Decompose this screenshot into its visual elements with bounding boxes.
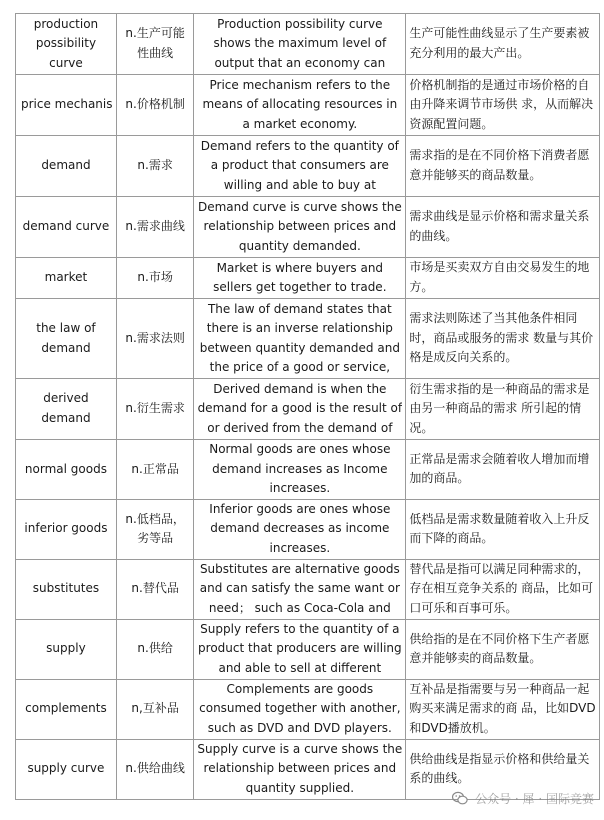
watermark <box>452 790 594 808</box>
table-row <box>16 258 600 299</box>
english-definition: Inferior goods are ones whose demand decreases as income increases. <box>209 501 391 556</box>
table-row <box>16 379 600 440</box>
english-definition: Derived demand is when the demand for a good is the result of or derived from the demand of <box>197 381 403 435</box>
english-definition-cell <box>194 258 406 299</box>
part-of-speech-cell: n.价格机制 <box>116 75 193 136</box>
term-cell: derived demand <box>16 379 117 440</box>
chinese-definition-cell: 生产可能性曲线显示了生产要素被充分利用的最大产出。 <box>406 14 600 75</box>
part-of-speech-cell: n.需求法则 <box>116 299 193 379</box>
table-row <box>16 499 600 559</box>
part-of-speech-cell: n.需求曲线 <box>116 197 193 258</box>
part-of-speech-cell: n.衍生需求 <box>116 379 193 440</box>
term-cell: normal goods <box>16 440 117 500</box>
english-definition: Substitutes are alternative goods and can satisfy the same want or need； such as Coca-Cola and <box>199 561 400 616</box>
table-row <box>16 299 600 379</box>
chinese-definition-cell: 衍生需求指的是一种商品的需求是由另一种商品的需求 所引起的情况。 <box>406 379 600 440</box>
chinese-definition-cell: 供给指的是在不同价格下生产者愿意并能够卖的商品数量。 <box>406 619 600 679</box>
chinese-definition-cell: 需求曲线是显示价格和需求量关系的曲线。 <box>406 197 600 258</box>
english-definition-cell <box>194 499 406 559</box>
english-definition: Supply refers to the quantity of a product that producers are willing and able to sell at different <box>198 621 402 675</box>
english-definition-cell <box>194 559 406 619</box>
english-definition: The law of demand states that there is an inverse relationship between quantity demanded and the price of a good or service, <box>199 301 400 375</box>
part-of-speech-cell: n.替代品 <box>116 559 193 619</box>
part-of-speech-cell: n.低档品，劣等品 <box>116 499 193 559</box>
chinese-definition-cell: 需求法则陈述了当其他条件相同时，商品或服务的需求 数量与其价格是成反向关系的。 <box>406 299 600 379</box>
part-of-speech-cell: n.供给曲线 <box>116 739 193 799</box>
chinese-definition-cell: 价格机制指的是通过市场价格的自由升降来调节市场供 求，从而解决资源配置问题。 <box>406 75 600 136</box>
english-definition-cell <box>194 197 406 258</box>
english-definition-cell <box>194 679 406 739</box>
term-cell: price mechanis <box>16 75 117 136</box>
term-cell: complements <box>16 679 117 739</box>
table-row <box>16 440 600 500</box>
term-cell: demand <box>16 136 117 197</box>
term-cell: inferior goods <box>16 499 117 559</box>
english-definition: Complements are goods consumed together with another, such as DVD and DVD players. <box>199 681 401 736</box>
term-cell: supply <box>16 619 117 679</box>
chinese-definition-cell: 需求指的是在不同价格下消费者愿意并能够买的商品数量。 <box>406 136 600 197</box>
english-definition-cell <box>194 136 406 197</box>
english-definition: Normal goods are ones whose demand increases as Income increases. <box>209 442 391 496</box>
english-definition-cell <box>194 379 406 440</box>
part-of-speech-cell: n.需求 <box>116 136 193 197</box>
part-of-speech-cell: n,互补品 <box>116 679 193 739</box>
part-of-speech-cell: n.供给 <box>116 619 193 679</box>
watermark-text: 公众号 · 犀 · 国际竞赛 <box>475 792 594 806</box>
english-definition: Demand refers to the quantity of a product that consumers are willing and able to buy at <box>200 138 399 192</box>
term-cell: demand curve <box>16 197 117 258</box>
table-row <box>16 136 600 197</box>
part-of-speech-cell: n.正常品 <box>116 440 193 500</box>
english-definition: Supply curve is a curve shows the relationship between prices and quantity supplied. <box>197 741 403 796</box>
table-row <box>16 75 600 136</box>
part-of-speech-cell: n.生产可能性曲线 <box>116 14 193 75</box>
chinese-definition-cell: 正常品是需求会随着收人增加而增加的商品。 <box>406 440 600 500</box>
term-cell: market <box>16 258 117 299</box>
english-definition-cell <box>194 440 406 500</box>
table-row <box>16 619 600 679</box>
chinese-definition-cell: 互补品是指需要与另一种商品一起购买来满足需求的商 品，比如DVD和DVD播放机。 <box>406 679 600 739</box>
english-definition-cell <box>194 619 406 679</box>
term-cell: supply curve <box>16 739 117 799</box>
chinese-definition-cell: 低档品是需求数量随着收入上升反而下降的商品。 <box>406 499 600 559</box>
table-row <box>16 679 600 739</box>
english-definition: Market is where buyers and sellers get together to trade. <box>213 260 387 295</box>
english-definition-cell <box>194 75 406 136</box>
chinese-definition-cell: 替代品是指可以满足同种需求的，存在相互竞争关系的 商品，比如可口可乐和百事可乐。 <box>406 559 600 619</box>
part-of-speech-cell: n.市场 <box>116 258 193 299</box>
glossary-table <box>15 13 600 800</box>
english-definition: Production possibility curve shows the maximum level of output that an economy can <box>213 16 387 70</box>
chinese-definition-cell: 市场是买卖双方自由交易发生的地方。 <box>406 258 600 299</box>
term-cell: substitutes <box>16 559 117 619</box>
table-row <box>16 14 600 75</box>
english-definition-cell <box>194 14 406 75</box>
english-definition-cell <box>194 739 406 799</box>
english-definition: Price mechanism refers to the means of allocating resources in a market economy. <box>202 77 398 131</box>
term-cell: production possibility curve <box>16 14 117 75</box>
table-row <box>16 559 600 619</box>
wechat-icon <box>452 791 468 808</box>
term-cell: the law of demand <box>16 299 117 379</box>
english-definition: Demand curve is curve shows the relationship between prices and quantity demanded. <box>197 199 402 253</box>
chinese-definition-cell: 供给曲线是指显示价格和供给量关系的曲线。 <box>406 739 600 799</box>
english-definition-cell <box>194 299 406 379</box>
table-row <box>16 197 600 258</box>
